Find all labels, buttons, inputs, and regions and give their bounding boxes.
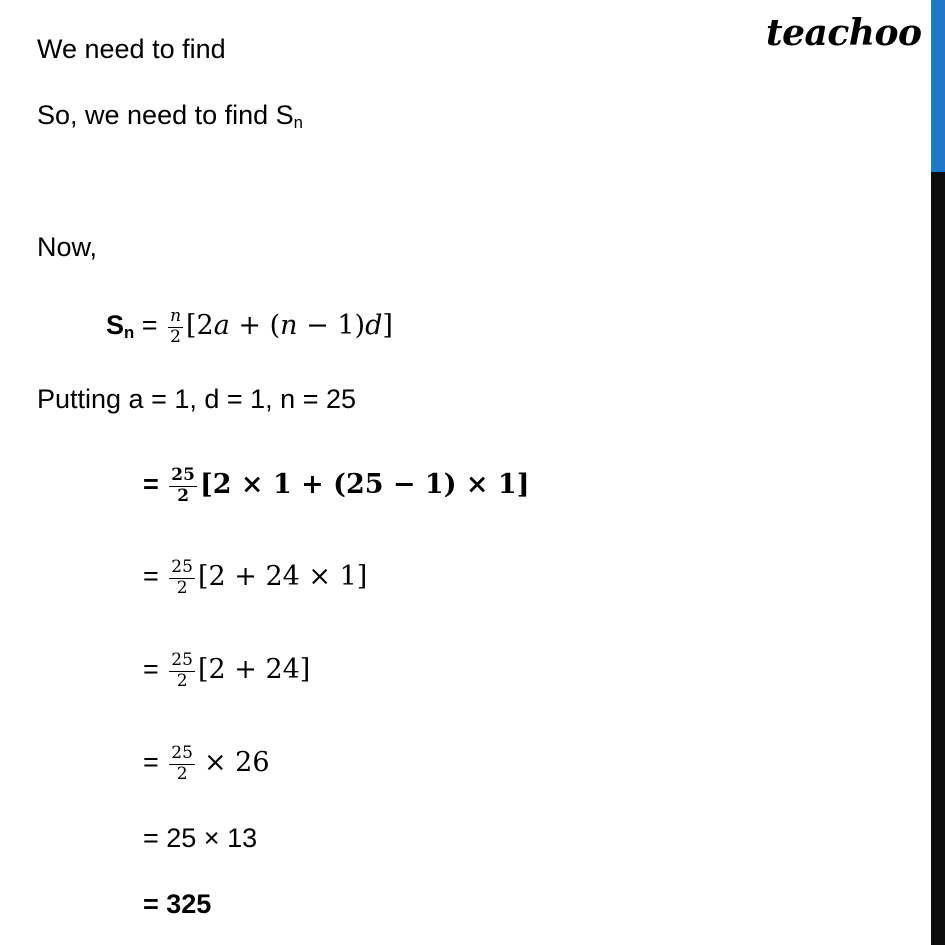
teachoo-logo: teachoo: [766, 12, 922, 54]
step-1: = $\frac{25}{2}$ [2 × 1 + (25 − 1) × 1]: [143, 465, 530, 506]
final-answer: = 325: [143, 889, 212, 919]
step-2: = $\frac{25}{2}$ [2 + 24 × 1]: [143, 557, 368, 598]
intro-line: We need to find: [37, 34, 226, 64]
formula-bracket: [2a + (n − 1)d]: [186, 310, 393, 342]
formula-fraction: $\frac{n}{2}$: [170, 306, 182, 347]
now-label: Now,: [37, 232, 98, 262]
right-edge-accent: [931, 0, 945, 172]
step-4: = $\frac{25}{2}$ × 26: [143, 743, 270, 784]
sum-formula: $S_n$ = $\frac{n}{2}$ [2a + (n − 1)d]: [106, 306, 393, 347]
putting-values-line: Putting a = 1, d = 1, n = 25: [37, 384, 356, 414]
step-3: = $\frac{25}{2}$ [2 + 24]: [143, 650, 311, 691]
step-5: = 25 × 13: [143, 823, 258, 853]
find-sn-line: So, we need to find $S_n$: [37, 100, 303, 133]
formula-lhs: $S_n$: [106, 310, 135, 343]
